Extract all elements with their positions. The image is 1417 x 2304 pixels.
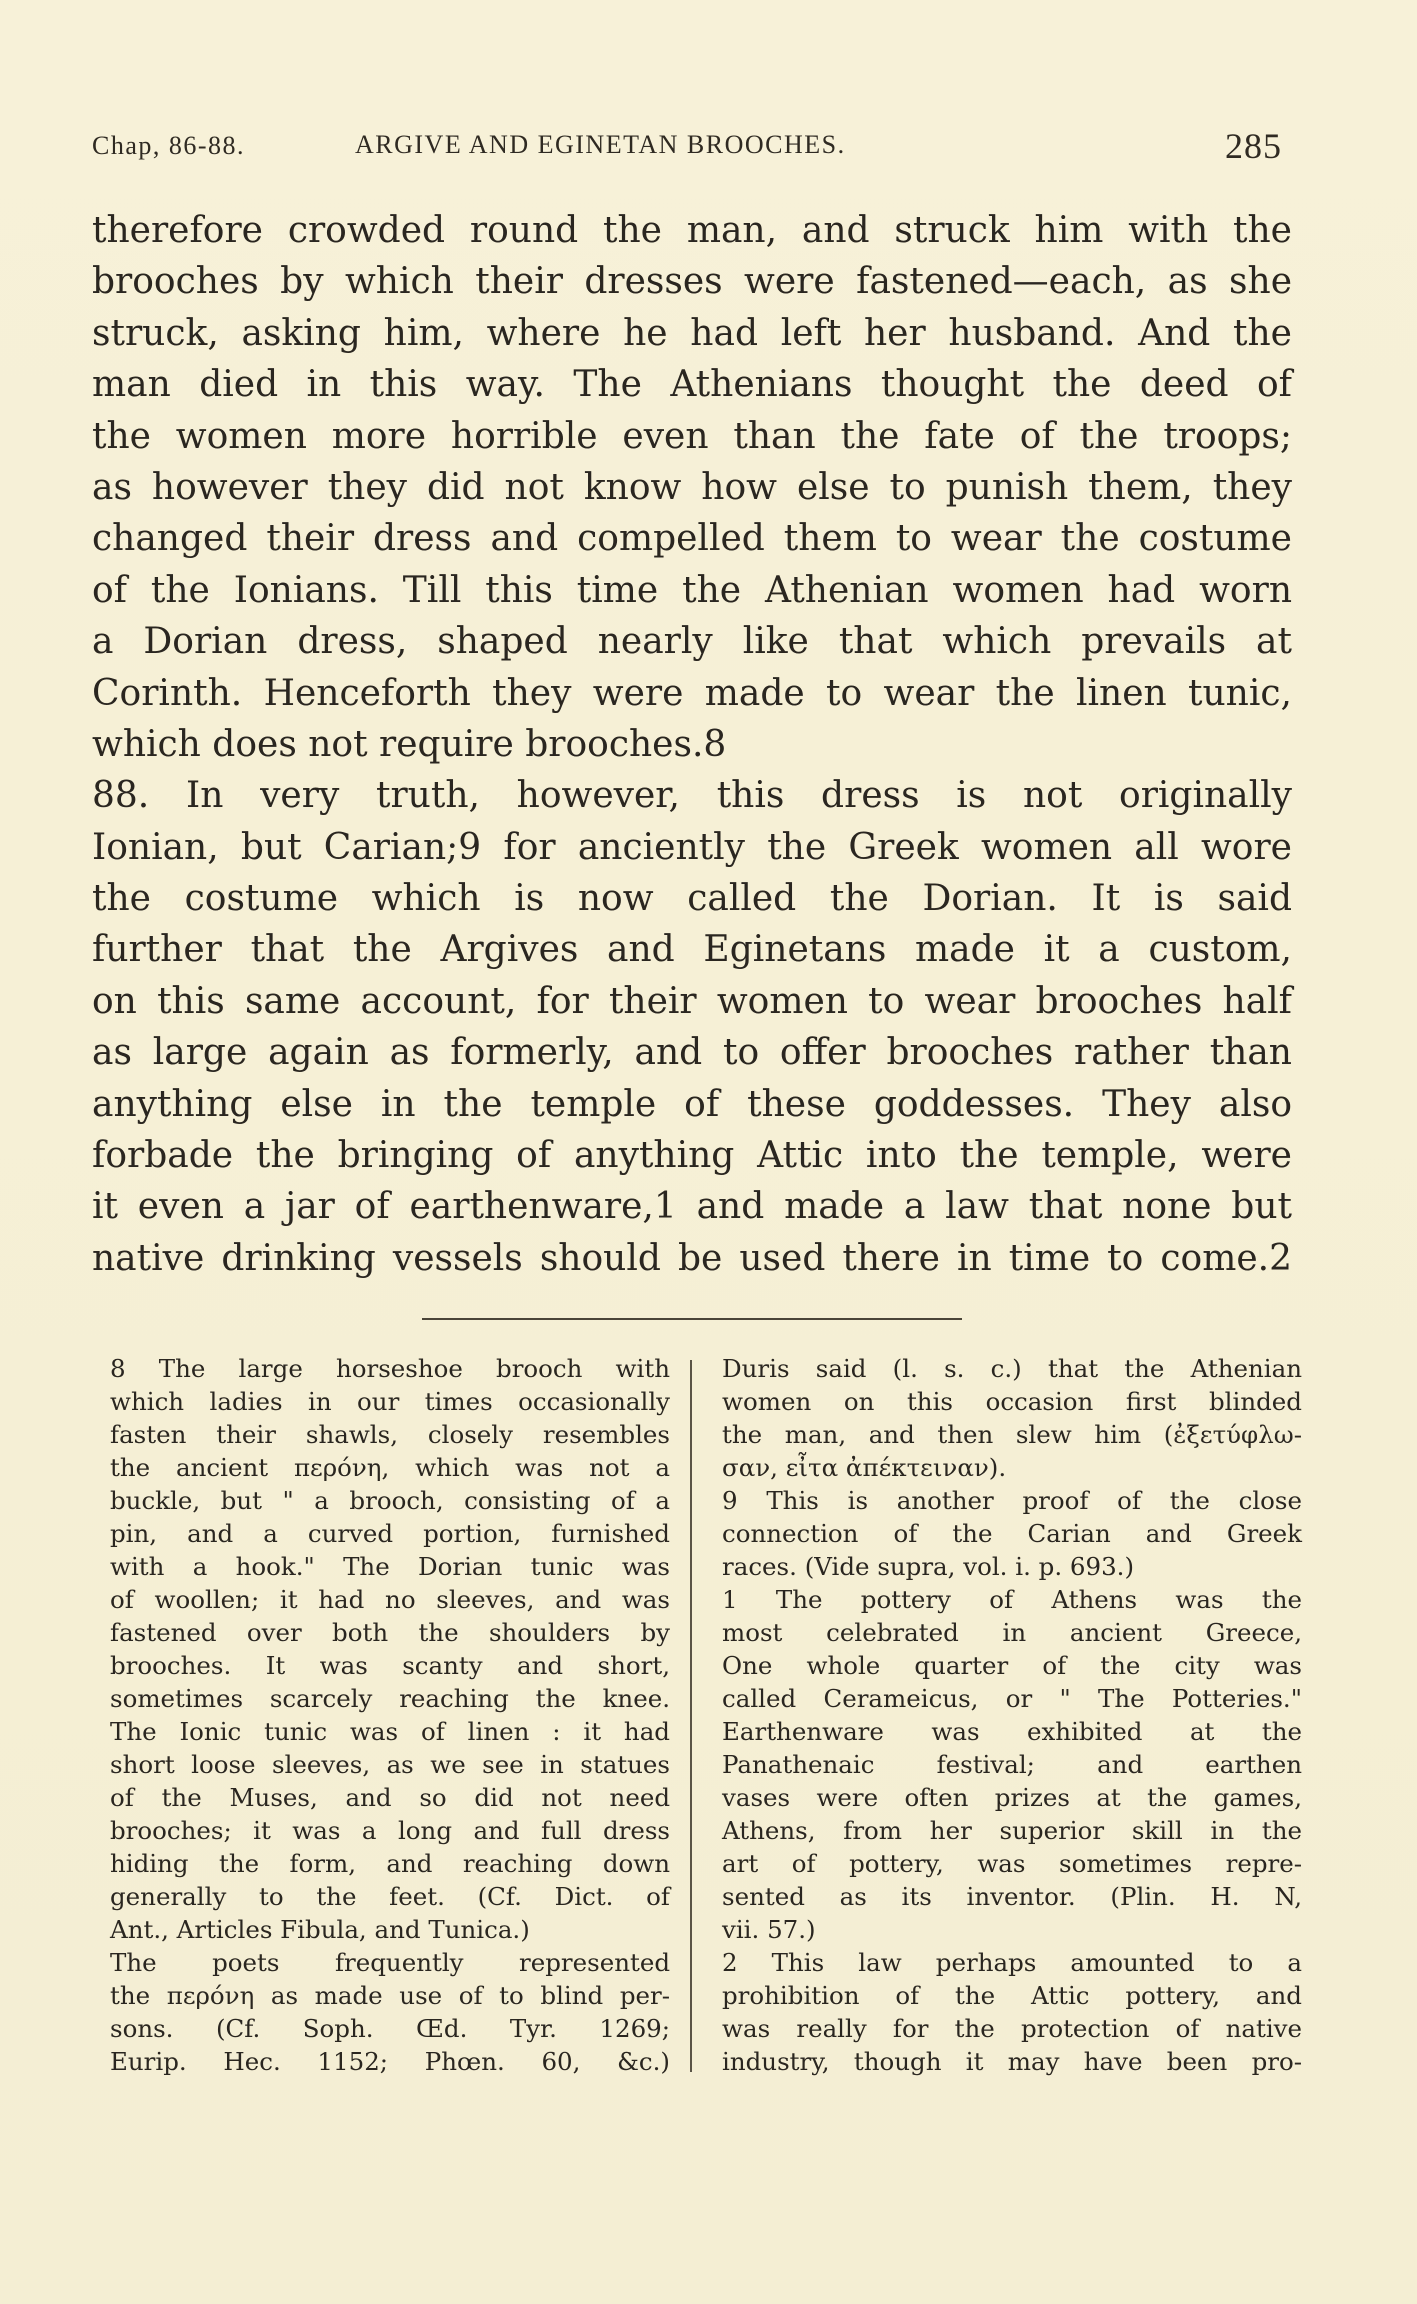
footnote-line: Athens, from her superior skill in the — [722, 1816, 1302, 1845]
footnote-line: Duris said (l. s. c.) that the Athenian — [722, 1354, 1302, 1383]
chapter-reference: Chap, 86-88. — [92, 131, 246, 160]
text-line: native drinking vessels should be used there in time to come.2 — [92, 1237, 1292, 1279]
footnote-line: sented as its inventor. (Plin. H. N, — [722, 1882, 1302, 1911]
footnote-line: of the Muses, and so did not need — [110, 1783, 670, 1812]
text-line: Corinth. Henceforth they were made to wear the linen tunic, — [92, 672, 1292, 714]
footnote-line: fasten their shawls, closely resembles — [110, 1420, 670, 1449]
footnote-line: hiding the form, and reaching down — [110, 1849, 670, 1878]
footnote-line: The Ionic tunic was of linen : it had — [110, 1717, 670, 1746]
footnotes-right-column — [722, 1352, 1302, 2078]
footnote-line: called Cerameicus, or " The Potteries." — [722, 1684, 1302, 1713]
footnote-line: which ladies in our times occasionally — [110, 1387, 670, 1416]
main-text-block — [92, 205, 1292, 1284]
text-line: anything else in the temple of these goddesses. They also — [92, 1083, 1292, 1125]
running-header — [92, 124, 1282, 168]
footnote-line: fastened over both the shoulders by — [110, 1618, 670, 1647]
page-header-title: ARGIVE AND EGINETAN BROOCHES. — [355, 130, 846, 159]
text-line: brooches by which their dresses were fastened—each, as she — [92, 261, 1292, 303]
footnote-line: 2 This law perhaps amounted to a — [722, 1948, 1302, 1977]
footnote-line: brooches; it was a long and full dress — [110, 1816, 670, 1845]
footnote-line: Earthenware was exhibited at the — [722, 1717, 1302, 1746]
footnote-line: sometimes scarcely reaching the knee. — [110, 1684, 670, 1713]
footnote-line: of woollen; it had no sleeves, and was — [110, 1585, 670, 1614]
footnote-line: One whole quarter of the city was — [722, 1651, 1302, 1680]
footnote-line: women on this occasion first blinded — [722, 1387, 1302, 1416]
text-line: the costume which is now called the Dorian. It is said — [92, 878, 1292, 920]
footnote-column-divider — [690, 1360, 692, 2072]
footnote-line: The poets frequently represented — [110, 1948, 670, 1977]
footnote-separator-rule — [422, 1318, 962, 1320]
text-line: man died in this way. The Athenians thought the deed of — [92, 364, 1292, 406]
footnote-line: art of pottery, was sometimes repre- — [722, 1849, 1302, 1878]
footnotes-left-column — [110, 1352, 670, 2078]
footnote-line: Panathenaic festival; and earthen — [722, 1750, 1302, 1779]
text-line: as however they did not know how else to punish them, they — [92, 466, 1292, 508]
footnote-line: short loose sleeves, as we see in statues — [110, 1750, 670, 1779]
footnote-line: 9 This is another proof of the close — [722, 1486, 1302, 1515]
footnote-line: Eurip. Hec. 1152; Phœn. 60, &c.) — [110, 2047, 670, 2076]
footnote-line: most celebrated in ancient Greece, — [722, 1618, 1302, 1647]
footnote-line: was really for the protection of native — [722, 2014, 1302, 2043]
text-line: which does not require brooches.8 — [92, 723, 727, 765]
text-line: it even a jar of earthenware,1 and made a law that none but — [92, 1186, 1292, 1228]
text-line: 88. In very truth, however, this dress is not originally — [92, 775, 1292, 817]
text-line: further that the Argives and Eginetans made it a custom, — [92, 929, 1292, 971]
text-line: of the Ionians. Till this time the Athenian women had worn — [92, 569, 1292, 611]
footnote-line: pin, and a curved portion, furnished — [110, 1519, 670, 1548]
text-line: the women more horrible even than the fate of the troops; — [92, 415, 1292, 457]
footnote-line: with a hook." The Dorian tunic was — [110, 1552, 670, 1581]
footnote-line: prohibition of the Attic pottery, and — [722, 1981, 1302, 2010]
footnote-line: the ancient περόνη, which was not a — [110, 1453, 670, 1482]
footnote-line: 8 The large horseshoe brooch with — [110, 1354, 670, 1383]
footnote-line: 1 The pottery of Athens was the — [722, 1585, 1302, 1614]
footnote-line: industry, though it may have been pro- — [722, 2047, 1302, 2076]
footnote-line: σαν, εἶτα ἀπέκτειναν). — [722, 1453, 1007, 1482]
text-line: changed their dress and compelled them to wear the costume — [92, 518, 1292, 560]
text-line: therefore crowded round the man, and struck him with the — [92, 210, 1292, 251]
text-line: struck, asking him, where he had left her husband. And the — [92, 312, 1292, 354]
footnote-line: sons. (Cf. Soph. Œd. Tyr. 1269; — [110, 2014, 670, 2043]
footnotes-section — [110, 1352, 1302, 2076]
footnote-line: buckle, but " a brooch, consisting of a — [110, 1486, 670, 1515]
footnote-line: the περόνη as made use of to blind per- — [110, 1981, 670, 2010]
footnote-line: races. (Vide supra, vol. i. p. 693.) — [722, 1552, 1135, 1581]
text-line: a Dorian dress, shaped nearly like that which prevails at — [92, 621, 1292, 663]
text-line: forbade the bringing of anything Attic into the temple, were — [92, 1135, 1292, 1177]
footnote-line: vases were often prizes at the games, — [722, 1783, 1302, 1812]
footnote-line: Ant., Articles Fibula, and Tunica.) — [110, 1915, 530, 1944]
footnote-line: connection of the Carian and Greek — [722, 1519, 1302, 1548]
page-number: 285 — [1225, 126, 1282, 166]
text-line: on this same account, for their women to wear brooches half — [92, 980, 1292, 1022]
text-line: Ionian, but Carian;9 for anciently the Greek women all wore — [92, 826, 1292, 868]
footnote-line: vii. 57.) — [722, 1915, 816, 1944]
footnote-line: brooches. It was scanty and short, — [110, 1651, 670, 1680]
footnote-line: generally to the feet. (Cf. Dict. of — [110, 1882, 670, 1911]
footnote-line: the man, and then slew him (ἐξετύφλω- — [722, 1420, 1302, 1449]
text-line: as large again as formerly, and to offer brooches rather than — [92, 1032, 1292, 1074]
